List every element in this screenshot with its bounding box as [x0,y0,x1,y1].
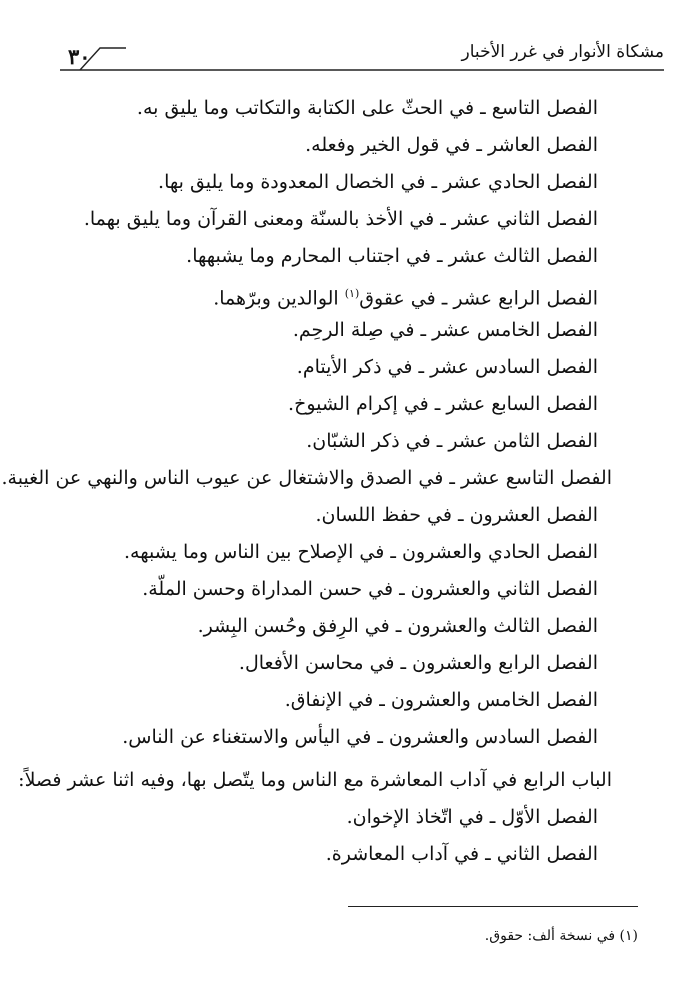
toc-line: الفصل الثاني عشر ـ في الأخذ بالسنّة ومعنى القرآن وما يليق بهما. [83,208,598,230]
toc-line: الفصل التاسع ـ في الحثّ على الكتابة والتكاتب وما يليق به. [136,97,598,119]
toc-line: الفصل السادس عشر ـ في ذكر الأيتام. [296,356,598,378]
chapter-heading: الباب الرابع في آداب المعاشرة مع الناس وما يتّصل بها، وفيه اثنا عشر فصلاً: [18,769,612,791]
toc-line: الفصل السابع عشر ـ في إكرام الشيوخ. [288,393,598,415]
toc-line: الفصل الثالث عشر ـ في اجتناب المحارم وما يشبهها. [186,245,598,267]
footnote-reference[interactable]: (١) [344,287,360,300]
page-number: ٣٠ [68,44,91,69]
toc-line: الفصل الثاني ـ في آداب المعاشرة. [325,843,598,865]
toc-line: الفصل الأوّل ـ في اتّخاذ الإخوان. [346,806,598,828]
table-of-contents [1,90,612,873]
toc-line: الفصل السادس والعشرون ـ في اليأس والاستغناء عن الناس. [122,726,598,748]
toc-line: الفصل الثالث والعشرون ـ في الرِفق وحُسن البِشر. [197,615,598,637]
toc-line: الفصل الخامس عشر ـ في صِلة الرحِم. [292,319,598,341]
toc-line: الفصل التاسع عشر ـ في الصدق والاشتغال عن عيوب الناس والنهي عن الغيبة. [1,467,612,489]
page-header [60,36,664,72]
toc-line-text: الفصل الرابع عشر ـ في عقوق [359,287,598,310]
footnote: (١) في نسخة ألف: حقوق. [484,928,638,944]
toc-line: الفصل العشرون ـ في حفظ اللسان. [315,504,598,526]
toc-line: الفصل الثامن عشر ـ في ذكر الشبّان. [306,430,598,452]
toc-line: الفصل الخامس والعشرون ـ في الإنفاق. [284,689,598,711]
running-title: مشكاة الأنوار في غرر الأخبار [461,42,664,62]
toc-line: الفصل الرابع والعشرون ـ في محاسن الأفعال. [238,652,598,674]
toc-line: الفصل الحادي والعشرون ـ في الإصلاح بين الناس وما يشبهه. [123,541,598,563]
toc-line: الفصل الثاني والعشرون ـ في حسن المداراة وحسن الملّة. [142,578,598,600]
toc-line: الفصل الحادي عشر ـ في الخصال المعدودة وما يليق بها. [158,171,598,193]
toc-line [58,275,598,312]
footnote-divider [348,906,638,907]
toc-line-text: الوالدين وبرّهما. [213,287,345,310]
toc-line: الفصل العاشر ـ في قول الخير وفعله. [305,134,598,156]
